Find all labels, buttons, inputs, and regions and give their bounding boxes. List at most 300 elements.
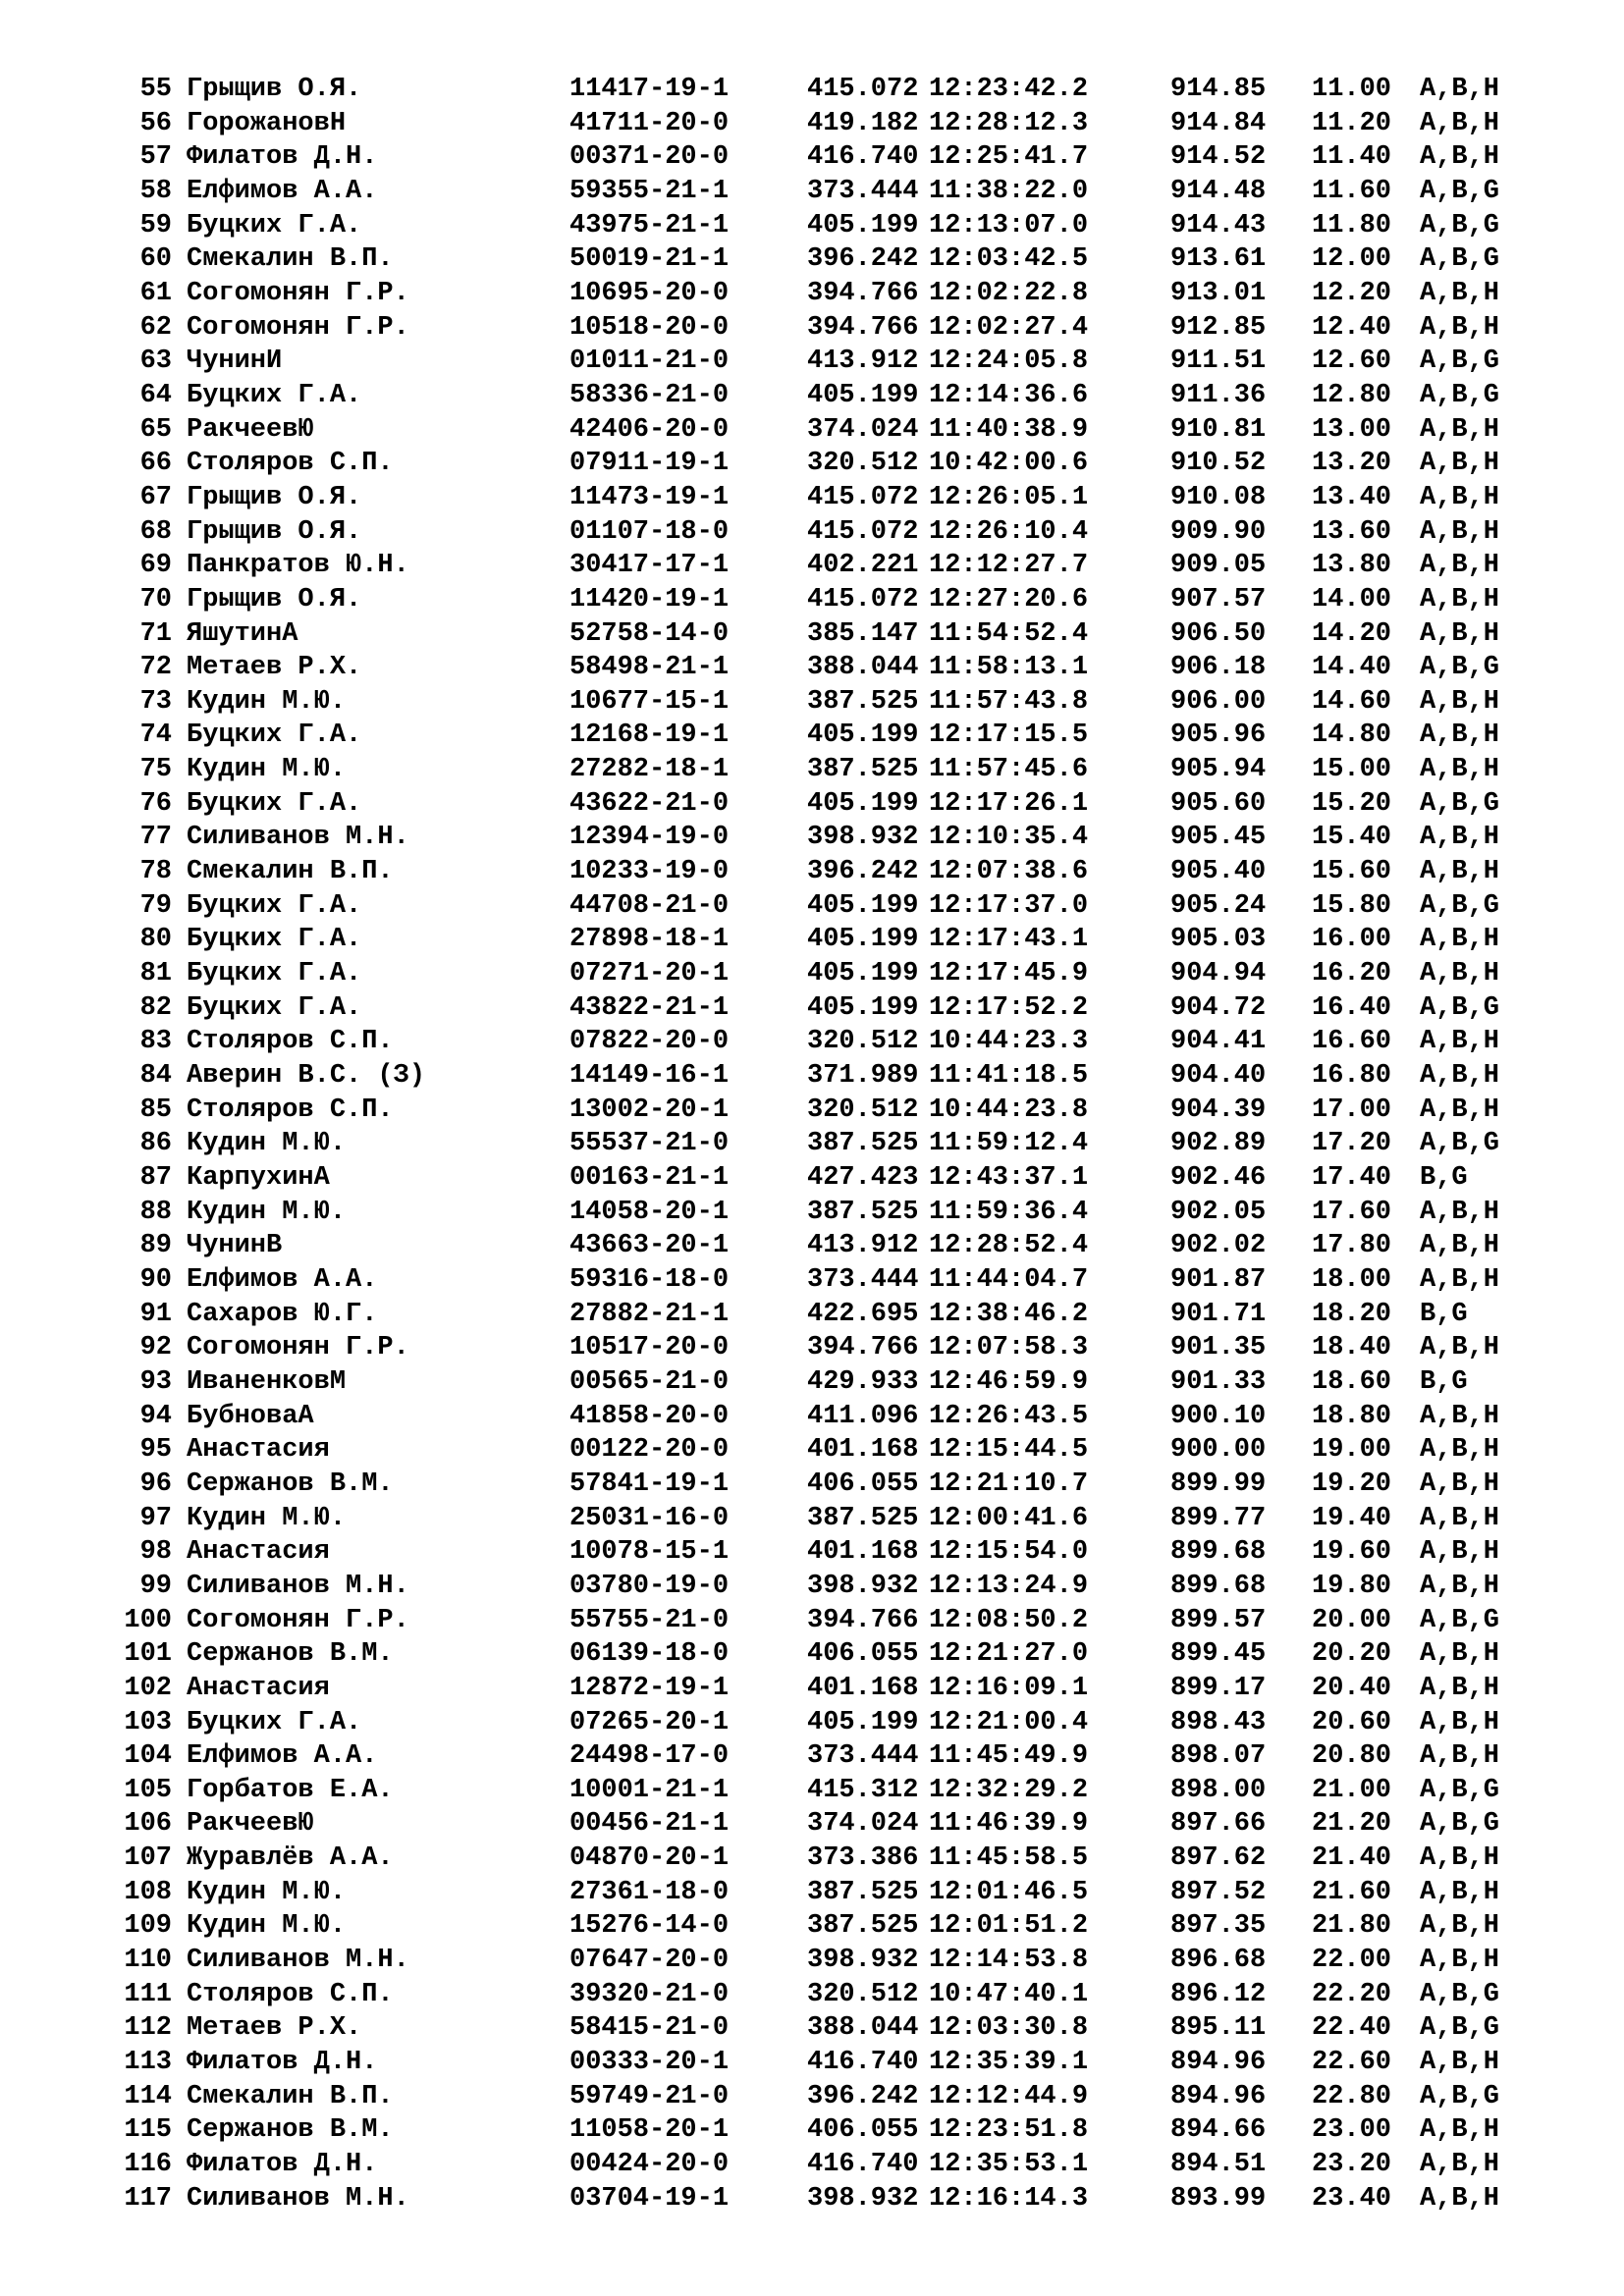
name-cell: Буцких Г.А. bbox=[187, 959, 362, 989]
distance-cell: 401.168 bbox=[807, 1435, 919, 1466]
distance-cell: 427.423 bbox=[807, 1163, 919, 1193]
speed-cell: 896.68 bbox=[1170, 1946, 1267, 1976]
distance-cell: 320.512 bbox=[807, 1027, 919, 1057]
name-cell: Елфимов А.А. bbox=[187, 1264, 378, 1295]
name-cell: Согомонян Г.Р. bbox=[187, 278, 409, 308]
arrival-time-cell: 12:01:51.2 bbox=[929, 1911, 1089, 1942]
distance-cell: 415.072 bbox=[807, 584, 919, 614]
distance-cell: 429.933 bbox=[807, 1366, 919, 1397]
arrival-time-cell: 10:47:40.1 bbox=[929, 1979, 1089, 2009]
codes-cell: A,B,H bbox=[1420, 686, 1500, 717]
codes-cell: A,B,H bbox=[1420, 414, 1500, 445]
distance-cell: 405.199 bbox=[807, 210, 919, 240]
speed-cell: 899.17 bbox=[1170, 1673, 1267, 1703]
name-cell: ЧунинИ bbox=[187, 347, 283, 377]
points-cell: 15.40 bbox=[1312, 823, 1392, 853]
distance-cell: 387.525 bbox=[807, 1503, 919, 1533]
points-cell: 13.60 bbox=[1312, 516, 1392, 547]
speed-cell: 899.68 bbox=[1170, 1571, 1267, 1601]
speed-cell: 906.00 bbox=[1170, 686, 1267, 717]
codes-cell: A,B,H bbox=[1420, 1095, 1500, 1125]
name-cell: Буцких Г.А. bbox=[187, 1707, 362, 1737]
ring-number-cell: 43622-21-0 bbox=[569, 788, 730, 819]
arrival-time-cell: 12:17:26.1 bbox=[929, 788, 1089, 819]
arrival-time-cell: 11:44:04.7 bbox=[929, 1264, 1089, 1295]
place-cell: 83 bbox=[139, 1027, 172, 1057]
codes-cell: B,G bbox=[1420, 1299, 1468, 1329]
distance-cell: 373.444 bbox=[807, 1264, 919, 1295]
arrival-time-cell: 12:12:44.9 bbox=[929, 2081, 1089, 2111]
name-cell: Смекалин В.П. bbox=[187, 244, 394, 275]
distance-cell: 405.199 bbox=[807, 992, 919, 1023]
points-cell: 22.00 bbox=[1312, 1946, 1392, 1976]
name-cell: Буцких Г.А. bbox=[187, 925, 362, 955]
distance-cell: 411.096 bbox=[807, 1401, 919, 1431]
arrival-time-cell: 12:24:05.8 bbox=[929, 347, 1089, 377]
codes-cell: A,B,G bbox=[1420, 653, 1500, 683]
speed-cell: 910.08 bbox=[1170, 482, 1267, 512]
place-cell: 96 bbox=[139, 1468, 172, 1499]
arrival-time-cell: 11:46:39.9 bbox=[929, 1809, 1089, 1840]
codes-cell: A,B,H bbox=[1420, 449, 1500, 479]
points-cell: 19.80 bbox=[1312, 1571, 1392, 1601]
codes-cell: A,B,G bbox=[1420, 2013, 1500, 2044]
place-cell: 103 bbox=[124, 1707, 172, 1737]
ring-number-cell: 24498-17-0 bbox=[569, 1741, 730, 1772]
codes-cell: A,B,G bbox=[1420, 1775, 1500, 1805]
ring-number-cell: 00163-21-1 bbox=[569, 1163, 730, 1193]
codes-cell: A,B,G bbox=[1420, 176, 1500, 206]
ring-number-cell: 10078-15-1 bbox=[569, 1537, 730, 1568]
name-cell: ЯшутинА bbox=[187, 618, 298, 649]
ring-number-cell: 13002-20-1 bbox=[569, 1095, 730, 1125]
name-cell: Грыщив О.Я. bbox=[187, 584, 362, 614]
name-cell: Кудин М.Ю. bbox=[187, 1911, 347, 1942]
ring-number-cell: 27882-21-1 bbox=[569, 1299, 730, 1329]
name-cell: Анастасия bbox=[187, 1435, 330, 1466]
points-cell: 16.00 bbox=[1312, 925, 1392, 955]
codes-cell: A,B,H bbox=[1420, 2115, 1500, 2146]
place-cell: 58 bbox=[139, 176, 172, 206]
place-cell: 60 bbox=[139, 244, 172, 275]
speed-cell: 905.03 bbox=[1170, 925, 1267, 955]
points-cell: 12.20 bbox=[1312, 278, 1392, 308]
name-cell: КарпухинА bbox=[187, 1163, 330, 1193]
ring-number-cell: 58336-21-0 bbox=[569, 380, 730, 410]
name-cell: Буцких Г.А. bbox=[187, 210, 362, 240]
ring-number-cell: 52758-14-0 bbox=[569, 618, 730, 649]
place-cell: 81 bbox=[139, 959, 172, 989]
points-cell: 16.20 bbox=[1312, 959, 1392, 989]
arrival-time-cell: 12:26:05.1 bbox=[929, 482, 1089, 512]
name-cell: Сержанов В.М. bbox=[187, 1639, 394, 1670]
place-cell: 113 bbox=[124, 2048, 172, 2078]
ring-number-cell: 10517-20-0 bbox=[569, 1333, 730, 1363]
codes-cell: A,B,H bbox=[1420, 1435, 1500, 1466]
distance-cell: 401.168 bbox=[807, 1673, 919, 1703]
points-cell: 14.00 bbox=[1312, 584, 1392, 614]
points-cell: 13.00 bbox=[1312, 414, 1392, 445]
speed-cell: 901.33 bbox=[1170, 1366, 1267, 1397]
points-cell: 20.80 bbox=[1312, 1741, 1392, 1772]
arrival-time-cell: 10:44:23.8 bbox=[929, 1095, 1089, 1125]
points-cell: 11.00 bbox=[1312, 75, 1392, 104]
arrival-time-cell: 11:57:43.8 bbox=[929, 686, 1089, 717]
place-cell: 82 bbox=[139, 992, 172, 1023]
speed-cell: 894.96 bbox=[1170, 2081, 1267, 2111]
name-cell: Метаев Р.Х. bbox=[187, 653, 362, 683]
points-cell: 22.20 bbox=[1312, 1979, 1392, 2009]
speed-cell: 905.45 bbox=[1170, 823, 1267, 853]
points-cell: 23.00 bbox=[1312, 2115, 1392, 2146]
codes-cell: A,B,G bbox=[1420, 1809, 1500, 1840]
speed-cell: 904.72 bbox=[1170, 992, 1267, 1023]
arrival-time-cell: 12:23:51.8 bbox=[929, 2115, 1089, 2146]
arrival-time-cell: 10:44:23.3 bbox=[929, 1027, 1089, 1057]
ring-number-cell: 25031-16-0 bbox=[569, 1503, 730, 1533]
points-cell: 17.60 bbox=[1312, 1197, 1392, 1227]
speed-cell: 899.57 bbox=[1170, 1605, 1267, 1635]
ring-number-cell: 12872-19-1 bbox=[569, 1673, 730, 1703]
speed-cell: 897.35 bbox=[1170, 1911, 1267, 1942]
place-cell: 68 bbox=[139, 516, 172, 547]
codes-cell: A,B,G bbox=[1420, 210, 1500, 240]
points-cell: 15.20 bbox=[1312, 788, 1392, 819]
name-cell: Анастасия bbox=[187, 1537, 330, 1568]
ring-number-cell: 03704-19-1 bbox=[569, 2183, 730, 2214]
ring-number-cell: 06139-18-0 bbox=[569, 1639, 730, 1670]
codes-cell: A,B,G bbox=[1420, 347, 1500, 377]
points-cell: 14.80 bbox=[1312, 721, 1392, 751]
ring-number-cell: 04870-20-1 bbox=[569, 1843, 730, 1874]
ring-number-cell: 12394-19-0 bbox=[569, 823, 730, 853]
arrival-time-cell: 12:01:46.5 bbox=[929, 1877, 1089, 1907]
ring-number-cell: 43975-21-1 bbox=[569, 210, 730, 240]
place-cell: 71 bbox=[139, 618, 172, 649]
speed-cell: 909.05 bbox=[1170, 551, 1267, 581]
speed-cell: 898.43 bbox=[1170, 1707, 1267, 1737]
points-cell: 18.20 bbox=[1312, 1299, 1392, 1329]
speed-cell: 898.00 bbox=[1170, 1775, 1267, 1805]
ring-number-cell: 00122-20-0 bbox=[569, 1435, 730, 1466]
ring-number-cell: 00333-20-1 bbox=[569, 2048, 730, 2078]
arrival-time-cell: 12:10:35.4 bbox=[929, 823, 1089, 853]
place-cell: 87 bbox=[139, 1163, 172, 1193]
name-cell: Филатов Д.Н. bbox=[187, 2048, 378, 2078]
points-cell: 18.60 bbox=[1312, 1366, 1392, 1397]
ring-number-cell: 59355-21-1 bbox=[569, 176, 730, 206]
name-cell: Кудин М.Ю. bbox=[187, 1503, 347, 1533]
points-cell: 11.60 bbox=[1312, 176, 1392, 206]
name-cell: Буцких Г.А. bbox=[187, 992, 362, 1023]
codes-cell: A,B,H bbox=[1420, 925, 1500, 955]
name-cell: РакчеевЮ bbox=[187, 414, 314, 445]
arrival-time-cell: 12:12:27.7 bbox=[929, 551, 1089, 581]
place-cell: 62 bbox=[139, 312, 172, 343]
place-cell: 102 bbox=[124, 1673, 172, 1703]
name-cell: Горбатов Е.А. bbox=[187, 1775, 394, 1805]
speed-cell: 894.51 bbox=[1170, 2150, 1267, 2180]
speed-cell: 894.96 bbox=[1170, 2048, 1267, 2078]
name-cell: Смекалин В.П. bbox=[187, 857, 394, 887]
ring-number-cell: 01011-21-0 bbox=[569, 347, 730, 377]
points-cell: 20.20 bbox=[1312, 1639, 1392, 1670]
place-cell: 93 bbox=[139, 1366, 172, 1397]
place-cell: 66 bbox=[139, 449, 172, 479]
points-cell: 22.40 bbox=[1312, 2013, 1392, 2044]
codes-cell: A,B,G bbox=[1420, 890, 1500, 921]
speed-cell: 900.10 bbox=[1170, 1401, 1267, 1431]
arrival-time-cell: 12:21:00.4 bbox=[929, 1707, 1089, 1737]
speed-cell: 914.85 bbox=[1170, 75, 1267, 104]
name-cell: Сержанов В.М. bbox=[187, 1468, 394, 1499]
distance-cell: 398.932 bbox=[807, 1571, 919, 1601]
ring-number-cell: 58498-21-1 bbox=[569, 653, 730, 683]
points-cell: 17.40 bbox=[1312, 1163, 1392, 1193]
ring-number-cell: 00565-21-0 bbox=[569, 1366, 730, 1397]
speed-cell: 901.71 bbox=[1170, 1299, 1267, 1329]
speed-cell: 905.40 bbox=[1170, 857, 1267, 887]
name-cell: Елфимов А.А. bbox=[187, 176, 378, 206]
speed-cell: 904.41 bbox=[1170, 1027, 1267, 1057]
codes-cell: B,G bbox=[1420, 1366, 1468, 1397]
arrival-time-cell: 12:46:59.9 bbox=[929, 1366, 1089, 1397]
ring-number-cell: 07647-20-0 bbox=[569, 1946, 730, 1976]
distance-cell: 398.932 bbox=[807, 2183, 919, 2214]
codes-cell: A,B,H bbox=[1420, 312, 1500, 343]
place-cell: 114 bbox=[124, 2081, 172, 2111]
speed-cell: 906.50 bbox=[1170, 618, 1267, 649]
place-cell: 61 bbox=[139, 278, 172, 308]
points-cell: 13.80 bbox=[1312, 551, 1392, 581]
arrival-time-cell: 10:42:00.6 bbox=[929, 449, 1089, 479]
distance-cell: 394.766 bbox=[807, 278, 919, 308]
codes-cell: A,B,H bbox=[1420, 1911, 1500, 1942]
distance-cell: 371.989 bbox=[807, 1061, 919, 1092]
speed-cell: 911.51 bbox=[1170, 347, 1267, 377]
points-cell: 12.00 bbox=[1312, 244, 1392, 275]
speed-cell: 911.36 bbox=[1170, 380, 1267, 410]
name-cell: Сержанов В.М. bbox=[187, 2115, 394, 2146]
ring-number-cell: 01107-18-0 bbox=[569, 516, 730, 547]
name-cell: Согомонян Г.Р. bbox=[187, 312, 409, 343]
speed-cell: 904.40 bbox=[1170, 1061, 1267, 1092]
ring-number-cell: 07265-20-1 bbox=[569, 1707, 730, 1737]
distance-cell: 373.444 bbox=[807, 176, 919, 206]
speed-cell: 905.94 bbox=[1170, 755, 1267, 785]
codes-cell: A,B,H bbox=[1420, 1639, 1500, 1670]
points-cell: 21.60 bbox=[1312, 1877, 1392, 1907]
arrival-time-cell: 11:40:38.9 bbox=[929, 414, 1089, 445]
codes-cell: A,B,H bbox=[1420, 1843, 1500, 1874]
arrival-time-cell: 12:26:43.5 bbox=[929, 1401, 1089, 1431]
distance-cell: 320.512 bbox=[807, 449, 919, 479]
place-cell: 84 bbox=[139, 1061, 172, 1092]
arrival-time-cell: 12:17:37.0 bbox=[929, 890, 1089, 921]
arrival-time-cell: 11:45:58.5 bbox=[929, 1843, 1089, 1874]
name-cell: Грыщив О.Я. bbox=[187, 482, 362, 512]
name-cell: Панкратов Ю.Н. bbox=[187, 551, 409, 581]
ring-number-cell: 11420-19-1 bbox=[569, 584, 730, 614]
codes-cell: A,B,H bbox=[1420, 278, 1500, 308]
name-cell: Кудин М.Ю. bbox=[187, 755, 347, 785]
name-cell: Кудин М.Ю. bbox=[187, 1197, 347, 1227]
ring-number-cell: 27361-18-0 bbox=[569, 1877, 730, 1907]
distance-cell: 385.147 bbox=[807, 618, 919, 649]
ring-number-cell: 27282-18-1 bbox=[569, 755, 730, 785]
distance-cell: 373.386 bbox=[807, 1843, 919, 1874]
points-cell: 21.80 bbox=[1312, 1911, 1392, 1942]
ring-number-cell: 15276-14-0 bbox=[569, 1911, 730, 1942]
points-cell: 12.40 bbox=[1312, 312, 1392, 343]
points-cell: 23.40 bbox=[1312, 2183, 1392, 2214]
codes-cell: A,B,H bbox=[1420, 755, 1500, 785]
speed-cell: 910.52 bbox=[1170, 449, 1267, 479]
points-cell: 21.00 bbox=[1312, 1775, 1392, 1805]
ring-number-cell: 43822-21-1 bbox=[569, 992, 730, 1023]
ring-number-cell: 10518-20-0 bbox=[569, 312, 730, 343]
points-cell: 20.40 bbox=[1312, 1673, 1392, 1703]
points-cell: 12.80 bbox=[1312, 380, 1392, 410]
speed-cell: 897.52 bbox=[1170, 1877, 1267, 1907]
points-cell: 18.00 bbox=[1312, 1264, 1392, 1295]
arrival-time-cell: 12:17:43.1 bbox=[929, 925, 1089, 955]
arrival-time-cell: 12:16:09.1 bbox=[929, 1673, 1089, 1703]
points-cell: 20.60 bbox=[1312, 1707, 1392, 1737]
ring-number-cell: 55755-21-0 bbox=[569, 1605, 730, 1635]
place-cell: 78 bbox=[139, 857, 172, 887]
place-cell: 110 bbox=[124, 1946, 172, 1976]
arrival-time-cell: 12:03:42.5 bbox=[929, 244, 1089, 275]
points-cell: 14.20 bbox=[1312, 618, 1392, 649]
speed-cell: 913.01 bbox=[1170, 278, 1267, 308]
place-cell: 107 bbox=[124, 1843, 172, 1874]
arrival-time-cell: 11:58:13.1 bbox=[929, 653, 1089, 683]
distance-cell: 396.242 bbox=[807, 2081, 919, 2111]
distance-cell: 388.044 bbox=[807, 653, 919, 683]
distance-cell: 413.912 bbox=[807, 1231, 919, 1261]
distance-cell: 387.525 bbox=[807, 1197, 919, 1227]
arrival-time-cell: 12:02:27.4 bbox=[929, 312, 1089, 343]
speed-cell: 910.81 bbox=[1170, 414, 1267, 445]
points-cell: 19.20 bbox=[1312, 1468, 1392, 1499]
place-cell: 99 bbox=[139, 1571, 172, 1601]
codes-cell: A,B,H bbox=[1420, 1673, 1500, 1703]
distance-cell: 388.044 bbox=[807, 2013, 919, 2044]
place-cell: 111 bbox=[124, 1979, 172, 2009]
distance-cell: 374.024 bbox=[807, 1809, 919, 1840]
points-cell: 16.60 bbox=[1312, 1027, 1392, 1057]
codes-cell: A,B,H bbox=[1420, 1877, 1500, 1907]
distance-cell: 405.199 bbox=[807, 890, 919, 921]
place-cell: 92 bbox=[139, 1333, 172, 1363]
distance-cell: 415.072 bbox=[807, 482, 919, 512]
arrival-time-cell: 12:03:30.8 bbox=[929, 2013, 1089, 2044]
speed-cell: 897.66 bbox=[1170, 1809, 1267, 1840]
ring-number-cell: 30417-17-1 bbox=[569, 551, 730, 581]
distance-cell: 387.525 bbox=[807, 686, 919, 717]
speed-cell: 904.39 bbox=[1170, 1095, 1267, 1125]
points-cell: 21.20 bbox=[1312, 1809, 1392, 1840]
ring-number-cell: 07271-20-1 bbox=[569, 959, 730, 989]
distance-cell: 394.766 bbox=[807, 1605, 919, 1635]
arrival-time-cell: 11:41:18.5 bbox=[929, 1061, 1089, 1092]
name-cell: Грыщив О.Я. bbox=[187, 516, 362, 547]
name-cell: Согомонян Г.Р. bbox=[187, 1605, 409, 1635]
codes-cell: A,B,G bbox=[1420, 244, 1500, 275]
place-cell: 104 bbox=[124, 1741, 172, 1772]
points-cell: 11.40 bbox=[1312, 142, 1392, 173]
speed-cell: 914.48 bbox=[1170, 176, 1267, 206]
name-cell: Буцких Г.А. bbox=[187, 721, 362, 751]
arrival-time-cell: 11:45:49.9 bbox=[929, 1741, 1089, 1772]
distance-cell: 415.072 bbox=[807, 75, 919, 104]
place-cell: 106 bbox=[124, 1809, 172, 1840]
speed-cell: 905.24 bbox=[1170, 890, 1267, 921]
points-cell: 14.60 bbox=[1312, 686, 1392, 717]
ring-number-cell: 00371-20-0 bbox=[569, 142, 730, 173]
ring-number-cell: 00456-21-1 bbox=[569, 1809, 730, 1840]
speed-cell: 895.11 bbox=[1170, 2013, 1267, 2044]
codes-cell: A,B,H bbox=[1420, 551, 1500, 581]
points-cell: 15.60 bbox=[1312, 857, 1392, 887]
name-cell: Елфимов А.А. bbox=[187, 1741, 378, 1772]
place-cell: 80 bbox=[139, 925, 172, 955]
ring-number-cell: 50019-21-1 bbox=[569, 244, 730, 275]
place-cell: 69 bbox=[139, 551, 172, 581]
name-cell: Силиванов М.Н. bbox=[187, 823, 409, 853]
distance-cell: 406.055 bbox=[807, 2115, 919, 2146]
place-cell: 77 bbox=[139, 823, 172, 853]
speed-cell: 913.61 bbox=[1170, 244, 1267, 275]
distance-cell: 320.512 bbox=[807, 1979, 919, 2009]
arrival-time-cell: 12:23:42.2 bbox=[929, 75, 1089, 104]
arrival-time-cell: 11:59:36.4 bbox=[929, 1197, 1089, 1227]
distance-cell: 398.932 bbox=[807, 1946, 919, 1976]
place-cell: 65 bbox=[139, 414, 172, 445]
place-cell: 98 bbox=[139, 1537, 172, 1568]
place-cell: 75 bbox=[139, 755, 172, 785]
place-cell: 115 bbox=[124, 2115, 172, 2146]
ring-number-cell: 11473-19-1 bbox=[569, 482, 730, 512]
points-cell: 21.40 bbox=[1312, 1843, 1392, 1874]
arrival-time-cell: 12:17:45.9 bbox=[929, 959, 1089, 989]
name-cell: Смекалин В.П. bbox=[187, 2081, 394, 2111]
speed-cell: 899.68 bbox=[1170, 1537, 1267, 1568]
codes-cell: A,B,G bbox=[1420, 380, 1500, 410]
codes-cell: A,B,H bbox=[1420, 1468, 1500, 1499]
speed-cell: 900.00 bbox=[1170, 1435, 1267, 1466]
arrival-time-cell: 12:14:53.8 bbox=[929, 1946, 1089, 1976]
place-cell: 116 bbox=[124, 2150, 172, 2180]
name-cell: Столяров С.П. bbox=[187, 1979, 394, 2009]
codes-cell: A,B,H bbox=[1420, 1946, 1500, 1976]
ring-number-cell: 00424-20-0 bbox=[569, 2150, 730, 2180]
distance-cell: 396.242 bbox=[807, 244, 919, 275]
points-cell: 12.60 bbox=[1312, 347, 1392, 377]
points-cell: 22.80 bbox=[1312, 2081, 1392, 2111]
speed-cell: 893.99 bbox=[1170, 2183, 1267, 2214]
speed-cell: 906.18 bbox=[1170, 653, 1267, 683]
distance-cell: 406.055 bbox=[807, 1468, 919, 1499]
arrival-time-cell: 12:15:54.0 bbox=[929, 1537, 1089, 1568]
ring-number-cell: 55537-21-0 bbox=[569, 1129, 730, 1159]
distance-cell: 394.766 bbox=[807, 312, 919, 343]
distance-cell: 396.242 bbox=[807, 857, 919, 887]
name-cell: Сахаров Ю.Г. bbox=[187, 1299, 378, 1329]
name-cell: ГорожановН bbox=[187, 108, 347, 138]
arrival-time-cell: 12:38:46.2 bbox=[929, 1299, 1089, 1329]
